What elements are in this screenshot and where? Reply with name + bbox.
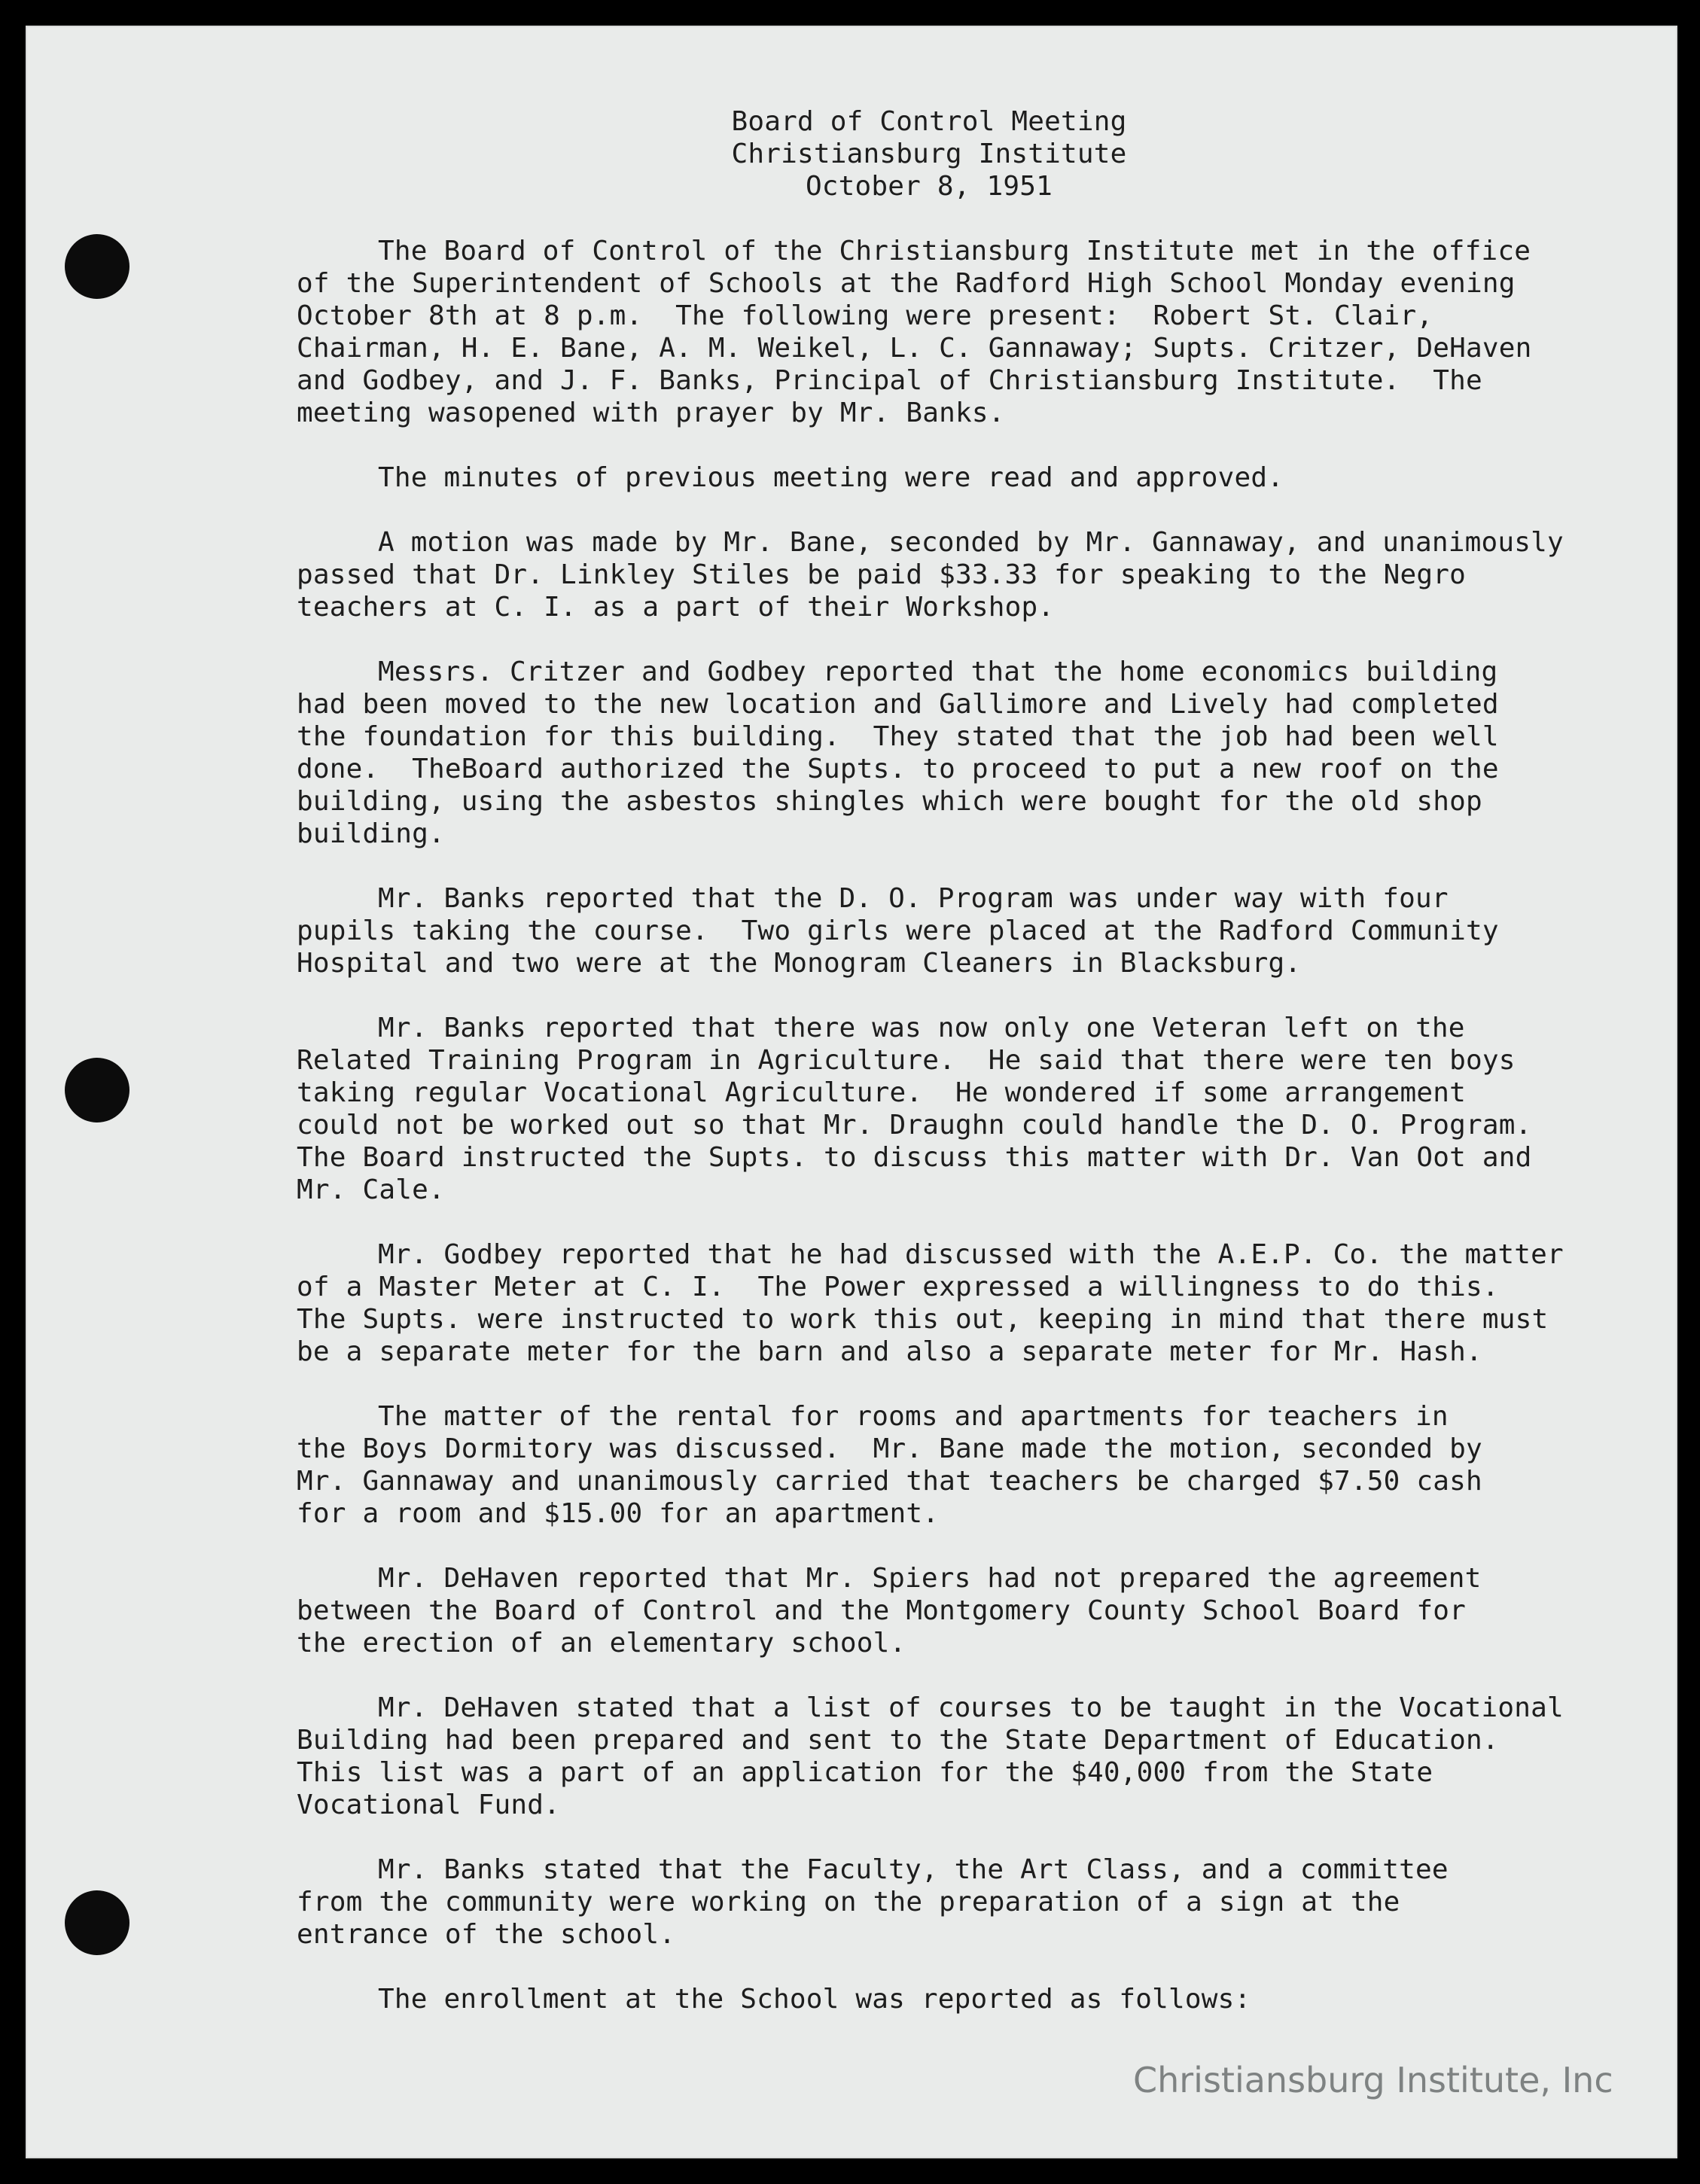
- paragraph-line: [297, 1918, 1614, 1951]
- paragraph-line: [297, 1595, 1614, 1627]
- paragraph: [297, 235, 1614, 429]
- line-text: The Supts. were instructed to work this out, keeping in mind that there must: [297, 1304, 1549, 1335]
- line-text: for a room and $15.00 for an apartment.: [297, 1498, 940, 1529]
- line-text: done. TheBoard authorized the Supts. to proceed to put a new roof on the: [297, 754, 1499, 784]
- paragraph-line: [297, 1174, 1614, 1206]
- paragraph-line: [297, 1692, 1614, 1724]
- line-text: be a separate meter for the barn and also a separate meter for Mr. Hash.: [297, 1336, 1482, 1367]
- paragraph-line: [297, 1465, 1614, 1497]
- paragraph-line: [297, 882, 1614, 915]
- line-text: had been moved to the new location and Gallimore and Lively had completed: [297, 689, 1499, 720]
- paragraph-line: [297, 1303, 1614, 1336]
- punch-hole: [65, 234, 129, 299]
- punch-hole: [65, 1058, 129, 1122]
- paragraph-line: [297, 1109, 1614, 1141]
- paragraph-line: [297, 1400, 1614, 1433]
- paragraph-line: [297, 656, 1614, 688]
- paragraph: [297, 1012, 1614, 1206]
- line-text: The Board instructed the Supts. to discuss this matter with Dr. Van Oot and: [297, 1142, 1532, 1173]
- line-text: the erection of an elementary school.: [297, 1628, 906, 1659]
- paragraph-line: [297, 1271, 1614, 1303]
- paragraph-line: [297, 1789, 1614, 1821]
- paragraph-line: [297, 1044, 1614, 1077]
- paragraph-line: [297, 1756, 1614, 1789]
- minutes-text: [297, 105, 1614, 2048]
- line-text: Mr. Banks reported that there was now only one Veteran left on the: [378, 1013, 1465, 1043]
- paragraph-line: [297, 785, 1614, 818]
- paragraph-line: [297, 559, 1614, 591]
- paragraph: [297, 882, 1614, 979]
- line-text: building, using the asbestos shingles which were bought for the old shop: [297, 786, 1482, 817]
- line-text: taking regular Vocational Agriculture. He wondered if some arrangement: [297, 1077, 1467, 1108]
- line-text: Mr. DeHaven reported that Mr. Spiers had not prepared the agreement: [378, 1563, 1482, 1594]
- line-text: Chairman, H. E. Bane, A. M. Weikel, L. C. Gannaway; Supts. Critzer, DeHaven: [297, 333, 1532, 364]
- paragraph-line: [297, 461, 1614, 494]
- paragraph: [297, 461, 1614, 494]
- line-text: entrance of the school.: [297, 1919, 676, 1950]
- header-organization: Christiansburg Institute: [731, 139, 1127, 169]
- paragraph-line: [297, 720, 1614, 753]
- line-text: Related Training Program in Agriculture. He said that there were ten boys: [297, 1045, 1516, 1076]
- document-header: [146, 105, 1456, 203]
- line-text: Mr. Gannaway and unanimously carried that teachers be charged $7.50 cash: [297, 1466, 1482, 1497]
- paragraph-line: [297, 1886, 1614, 1918]
- paragraph-line: [297, 1562, 1614, 1595]
- line-text: Mr. Banks reported that the D. O. Program was under way with four: [378, 883, 1449, 914]
- line-text: The matter of the rental for rooms and apartments for teachers in: [378, 1401, 1449, 1432]
- paragraph-line: [297, 267, 1614, 300]
- header-date: October 8, 1951: [805, 171, 1053, 202]
- line-text: the Boys Dormitory was discussed. Mr. Bane made the motion, seconded by: [297, 1433, 1482, 1464]
- paragraph-line: [297, 1012, 1614, 1044]
- paragraph-line: [297, 332, 1614, 364]
- line-text: This list was a part of an application for the $40,000 from the State: [297, 1757, 1433, 1788]
- line-text: could not be worked out so that Mr. Draughn could handle the D. O. Program.: [297, 1110, 1532, 1141]
- paragraph-line: [297, 753, 1614, 785]
- line-text: of a Master Meter at C. I. The Power expressed a willingness to do this.: [297, 1272, 1499, 1302]
- paragraph-line: [297, 526, 1614, 559]
- paragraph: [297, 1400, 1614, 1530]
- paragraph-line: [297, 1141, 1614, 1174]
- paragraph-line: [297, 364, 1614, 397]
- line-text: The minutes of previous meeting were read and approved.: [378, 462, 1284, 493]
- paragraph-line: [297, 1983, 1614, 2015]
- paragraph-line: [297, 688, 1614, 720]
- line-text: Mr. Cale.: [297, 1174, 445, 1205]
- line-text: pupils taking the course. Two girls were placed at the Radford Community: [297, 915, 1499, 946]
- paragraph-line: [297, 397, 1614, 429]
- paragraph-line: [297, 235, 1614, 267]
- line-text: teachers at C. I. as a part of their Workshop.: [297, 592, 1055, 623]
- line-text: from the community were working on the preparation of a sign at the: [297, 1887, 1400, 1917]
- paragraph-line: [297, 1433, 1614, 1465]
- paragraph-line: [297, 1077, 1614, 1109]
- line-text: of the Superintendent of Schools at the Radford High School Monday evening: [297, 268, 1516, 299]
- paragraph-line: [297, 1336, 1614, 1368]
- line-text: Mr. Godbey reported that he had discussed with the A.E.P. Co. the matter: [378, 1239, 1564, 1270]
- paragraph: [297, 1854, 1614, 1951]
- paragraph-line: [297, 300, 1614, 332]
- paragraph-line: [297, 1497, 1614, 1530]
- line-text: The Board of Control of the Christiansburg Institute met in the office: [378, 236, 1531, 267]
- line-text: Building had been prepared and sent to the State Department of Education.: [297, 1725, 1499, 1756]
- paragraph-line: [297, 1724, 1614, 1756]
- line-text: Messrs. Critzer and Godbey reported that the home economics building: [378, 656, 1498, 687]
- line-text: between the Board of Control and the Montgomery County School Board for: [297, 1595, 1467, 1626]
- line-text: A motion was made by Mr. Bane, seconded by Mr. Gannaway, and unanimously: [378, 527, 1564, 558]
- paragraph-line: [297, 1238, 1614, 1271]
- paragraph-line: [297, 818, 1614, 850]
- punch-hole: [65, 1890, 129, 1955]
- line-text: Mr. DeHaven stated that a list of courses to be taught in the Vocational: [378, 1692, 1564, 1723]
- paragraph: [297, 1983, 1614, 2015]
- line-text: building.: [297, 818, 445, 849]
- line-text: Vocational Fund.: [297, 1790, 560, 1820]
- paragraph-line: [297, 591, 1614, 623]
- paragraph-line: [297, 947, 1614, 979]
- paragraph: [297, 526, 1614, 623]
- paragraph-line: [297, 915, 1614, 947]
- watermark: Christiansburg Institute, Inc: [1133, 2060, 1613, 2100]
- line-text: The enrollment at the School was reported as follows:: [378, 1984, 1251, 2015]
- line-text: meeting wasopened with prayer by Mr. Banks.: [297, 398, 1005, 428]
- paragraph: [297, 1238, 1614, 1368]
- line-text: passed that Dr. Linkley Stiles be paid $33.33 for speaking to the Negro: [297, 559, 1467, 590]
- paragraph-line: [297, 1854, 1614, 1886]
- paragraph-line: [297, 1627, 1614, 1659]
- paragraph: [297, 656, 1614, 850]
- line-text: Hospital and two were at the Monogram Cleaners in Blacksburg.: [297, 948, 1302, 979]
- line-text: October 8th at 8 p.m. The following were present: Robert St. Clair,: [297, 300, 1433, 331]
- paragraph: [297, 1692, 1614, 1821]
- header-title: Board of Control Meeting: [731, 106, 1127, 137]
- line-text: the foundation for this building. They stated that the job had been well: [297, 721, 1499, 752]
- line-text: and Godbey, and J. F. Banks, Principal of Christiansburg Institute. The: [297, 365, 1482, 396]
- paragraph: [297, 1562, 1614, 1659]
- line-text: Mr. Banks stated that the Faculty, the Art Class, and a committee: [378, 1854, 1449, 1885]
- paragraph-list: [297, 235, 1614, 2015]
